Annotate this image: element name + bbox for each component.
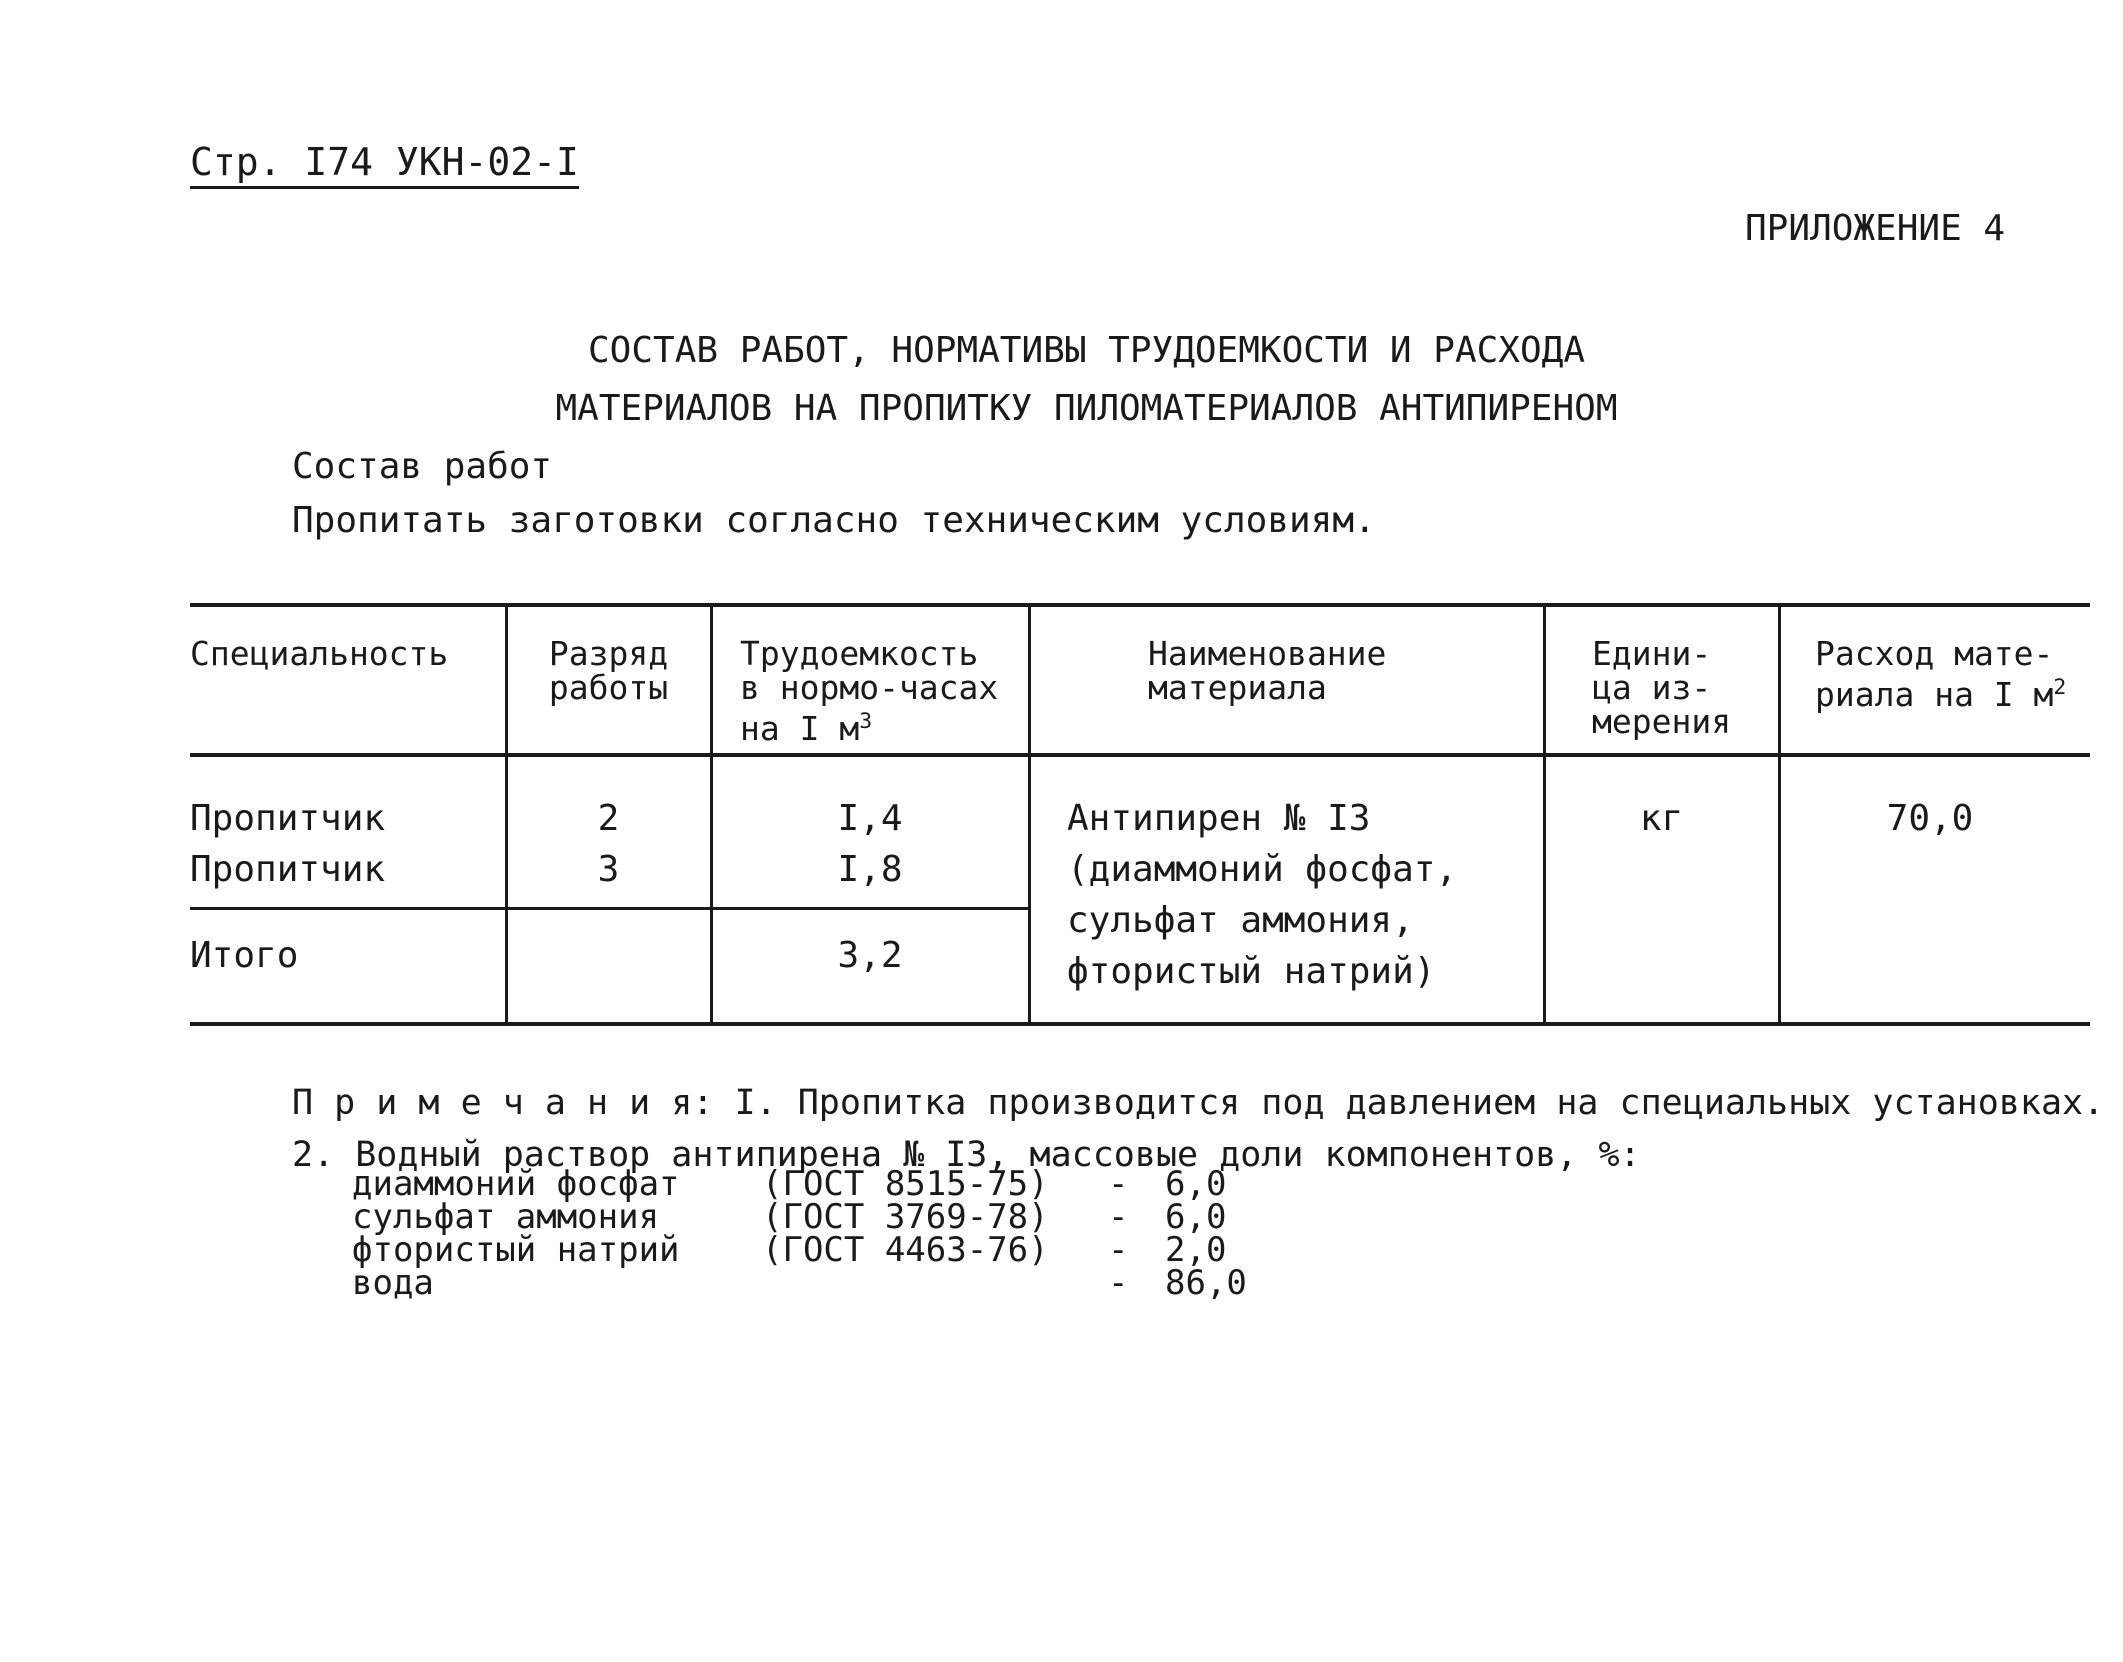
material-line: сульфат аммония, [1067, 900, 1414, 941]
note-2: 2. Водный раствор антипирена № I3, массовые доли компонентов, %: [292, 1135, 1641, 1175]
component-dash: - [1108, 1197, 1129, 1237]
note-1: I. Пропитка производится под давлением на специальных установках. [734, 1083, 2105, 1123]
component-value: 86,0 [1165, 1263, 1247, 1303]
table-top-rule [190, 603, 2090, 607]
row-1-labor: I,4 [837, 798, 903, 839]
total-labor: 3,2 [837, 935, 903, 976]
component-value: 2,0 [1165, 1230, 1227, 1270]
material-line: фтористый натрий) [1067, 951, 1436, 992]
component-gost: (ГОСТ 3769-78) [762, 1197, 1049, 1237]
component-name: диаммоний фосфат [352, 1164, 680, 1204]
table-bottom-rule [190, 1022, 2090, 1026]
component-gost: (ГОСТ 4463-76) [762, 1230, 1049, 1270]
row-1-grade: 2 [597, 798, 620, 839]
component-dash: - [1108, 1164, 1129, 1204]
component-gost: (ГОСТ 8515-75) [762, 1164, 1049, 1204]
appendix-label: ПРИЛОЖЕНИЕ 4 [1745, 208, 2006, 249]
table-col-divider [1028, 605, 1031, 1023]
notes-line-1 [292, 1083, 2104, 1123]
row-2-grade: 3 [597, 849, 620, 890]
header-material: Наименование материала [1148, 634, 1387, 707]
document-title-line-2: МАТЕРИАЛОВ НА ПРОПИТКУ ПИЛОМАТЕРИАЛОВ АНТИПИРЕНОМ [555, 388, 1618, 429]
row-1-specialty: Пропитчик [190, 798, 386, 839]
consumption-value: 70,0 [1886, 798, 1974, 839]
work-composition-text: Пропитать заготовки согласно техническим условиям. [292, 500, 1376, 541]
unit-value: кг [1639, 798, 1684, 839]
component-dash: - [1108, 1263, 1129, 1303]
component-name: вода [352, 1263, 434, 1303]
notes-label: П р и м е ч а н и я: [292, 1083, 714, 1123]
header-specialty: Специальность [190, 634, 449, 673]
header-consumption: Расход мате- риала на I $м^2$ [1815, 634, 2067, 714]
document-title-line-1: СОСТАВ РАБОТ, НОРМАТИВЫ ТРУДОЕМКОСТИ И РАСХОДА [588, 330, 1585, 371]
table-header-rule [190, 753, 2090, 757]
header-labor: Трудоемкость в нормо-часах на I $м^3$ [740, 634, 999, 748]
row-2-labor: I,8 [837, 849, 903, 890]
header-unit: Едини- ца из- мерения [1592, 634, 1732, 741]
page-reference: Стр. I74 УКН-02-I [190, 140, 579, 189]
row-2-specialty: Пропитчик [190, 849, 386, 890]
work-composition-heading: Состав работ [292, 446, 553, 487]
component-dash: - [1108, 1230, 1129, 1270]
component-value: 6,0 [1165, 1164, 1227, 1204]
component-name: сульфат аммония [352, 1197, 660, 1237]
header-grade: Разряд работы [548, 634, 669, 707]
material-line: (диаммоний фосфат, [1067, 849, 1458, 890]
total-label: Итого [190, 935, 299, 976]
material-line: Антипирен № I3 [1067, 798, 1371, 839]
table-total-rule [190, 907, 1030, 910]
component-name: фтористый натрий [352, 1230, 680, 1270]
component-value: 6,0 [1165, 1197, 1227, 1237]
